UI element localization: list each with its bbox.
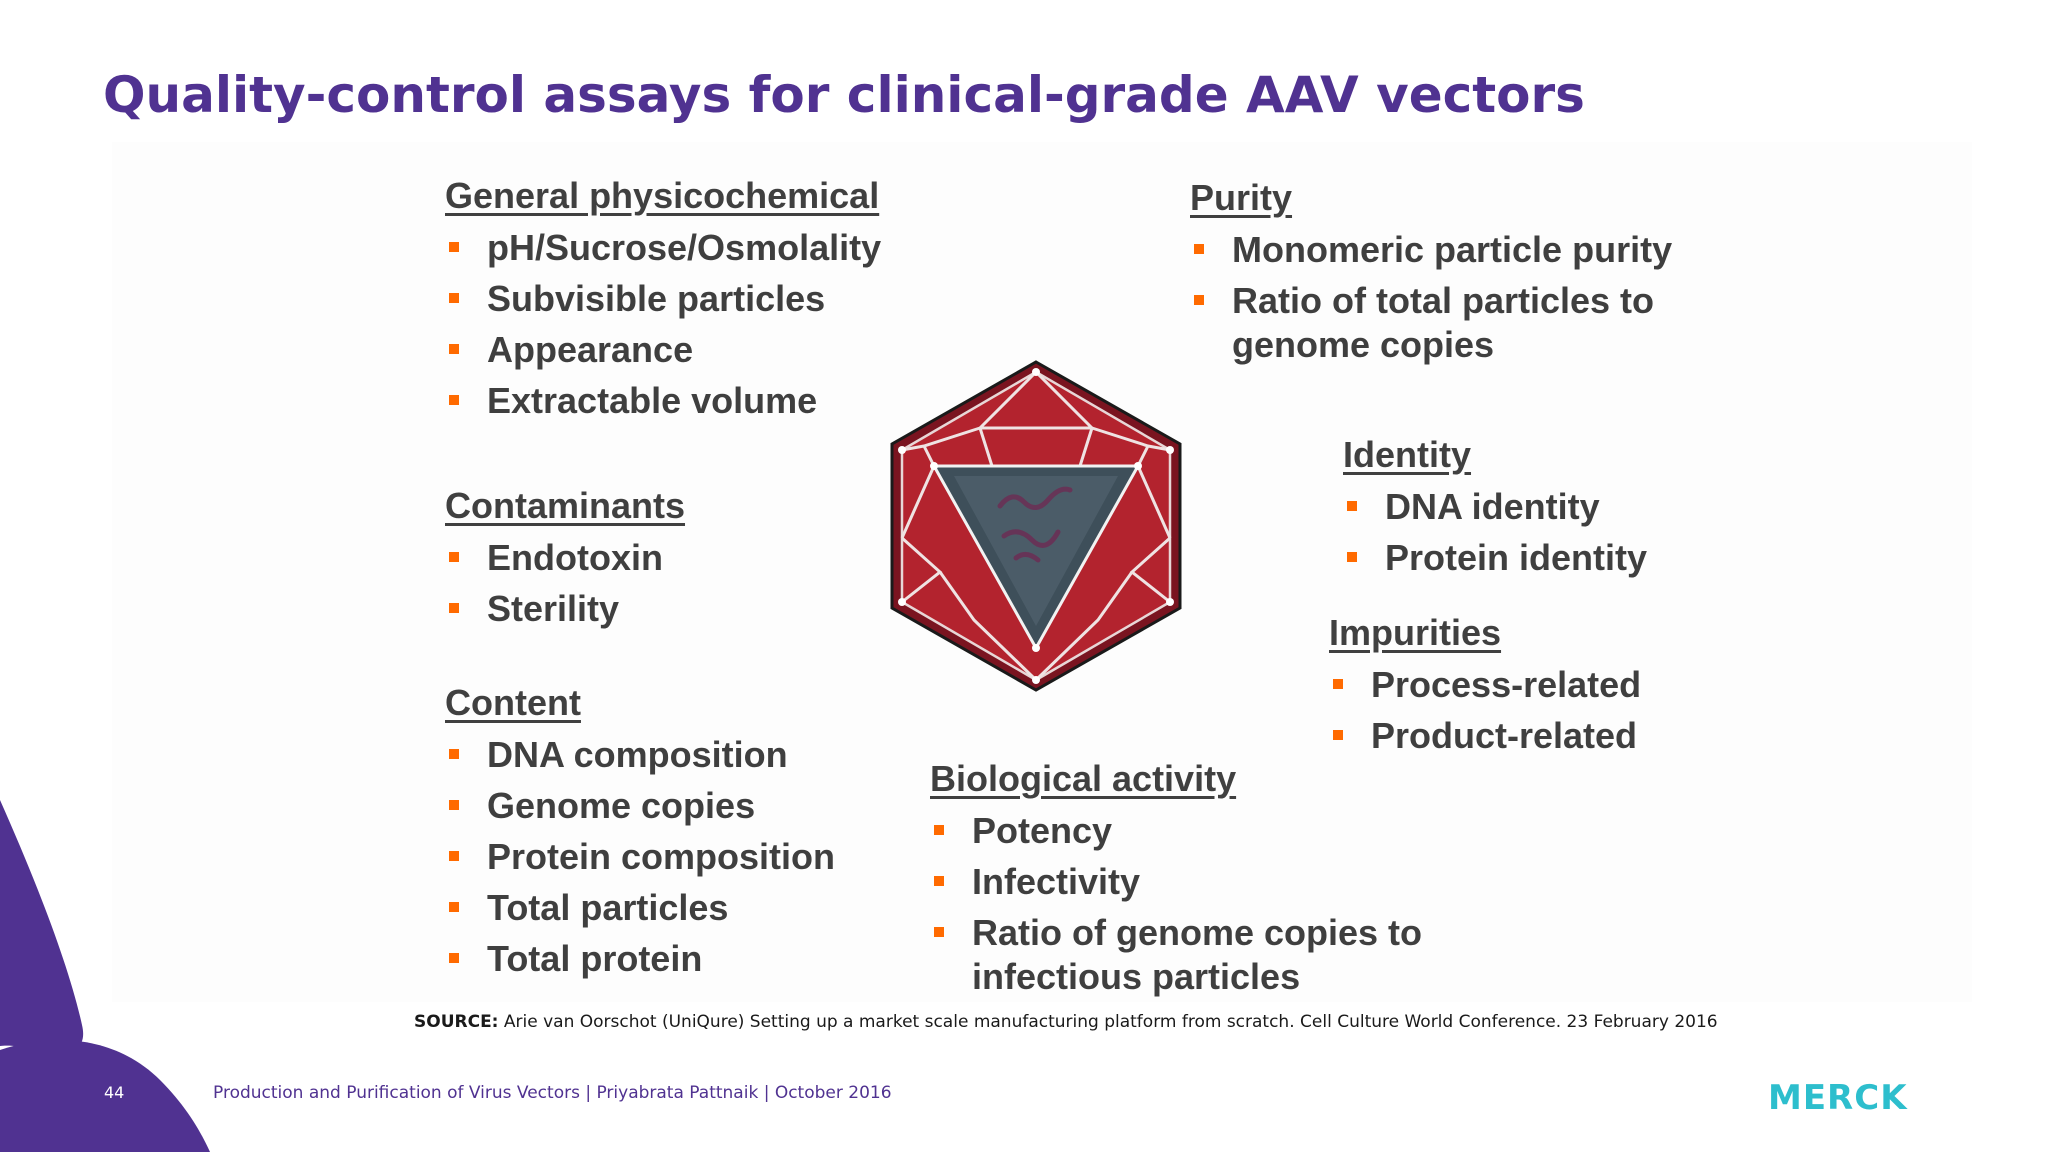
list-item: Process-related bbox=[1329, 663, 1641, 707]
list-item: Appearance bbox=[445, 328, 881, 372]
source-text: Arie van Oorschot (UniQure) Setting up a market scale manufacturing platform from scratch. Cell Culture World Conference. 23 February 2016 bbox=[503, 1012, 1718, 1032]
list-item: Ratio of genome copies to infectious particles bbox=[930, 911, 1450, 999]
bullet-icon bbox=[1347, 552, 1357, 562]
bullet-icon bbox=[449, 749, 459, 759]
bullet-icon bbox=[934, 825, 944, 835]
bullet-icon bbox=[449, 953, 459, 963]
footer-text: Production and Purification of Virus Vectors | Priyabrata Pattnaik | October 2016 bbox=[213, 1083, 892, 1103]
page-number: 44 bbox=[104, 1083, 125, 1102]
list-item: DNA composition bbox=[445, 733, 835, 777]
section-heading: Impurities bbox=[1329, 612, 1502, 653]
section-biological-activity bbox=[930, 757, 1450, 1006]
bullet-icon bbox=[449, 344, 459, 354]
list-item: Total particles bbox=[445, 886, 835, 930]
aav-capsid-illustration bbox=[888, 358, 1184, 692]
section-identity bbox=[1343, 433, 1647, 587]
list-item: Infectivity bbox=[930, 860, 1450, 904]
list-item: Endotoxin bbox=[445, 536, 685, 580]
section-purity bbox=[1190, 176, 1710, 374]
source-citation bbox=[414, 1012, 1718, 1032]
bullet-icon bbox=[934, 876, 944, 886]
bullet-icon bbox=[449, 800, 459, 810]
section-impurities bbox=[1329, 611, 1641, 765]
section-heading: Biological activity bbox=[930, 758, 1237, 799]
list-item: DNA identity bbox=[1343, 485, 1647, 529]
list-item: pH/Sucrose/Osmolality bbox=[445, 226, 881, 270]
list-item: Genome copies bbox=[445, 784, 835, 828]
list-item: Protein composition bbox=[445, 835, 835, 879]
bullet-icon bbox=[1333, 679, 1343, 689]
bullet-icon bbox=[1333, 730, 1343, 740]
list-item: Protein identity bbox=[1343, 536, 1647, 580]
bullet-icon bbox=[449, 851, 459, 861]
list-item: Extractable volume bbox=[445, 379, 881, 423]
list-item: Total protein bbox=[445, 937, 835, 981]
section-heading: Contaminants bbox=[445, 485, 686, 526]
bullet-icon bbox=[449, 902, 459, 912]
section-general-physicochemical bbox=[445, 174, 881, 430]
source-label: SOURCE: bbox=[414, 1012, 499, 1032]
list-item: Product-related bbox=[1329, 714, 1641, 758]
list-item: Subvisible particles bbox=[445, 277, 881, 321]
section-contaminants bbox=[445, 484, 685, 638]
bullet-icon bbox=[1194, 244, 1204, 254]
slide-title: Quality-control assays for clinical-grade AAV vectors bbox=[103, 66, 1585, 124]
section-content bbox=[445, 681, 835, 988]
list-item: Sterility bbox=[445, 587, 685, 631]
list-item: Potency bbox=[930, 809, 1450, 853]
bullet-icon bbox=[449, 552, 459, 562]
list-item: Monomeric particle purity bbox=[1190, 228, 1710, 272]
bullet-icon bbox=[449, 293, 459, 303]
section-heading: Content bbox=[445, 682, 581, 723]
bullet-icon bbox=[449, 242, 459, 252]
list-item: Ratio of total particles to genome copies bbox=[1190, 279, 1710, 367]
bullet-icon bbox=[1194, 295, 1204, 305]
section-heading: Purity bbox=[1190, 177, 1293, 218]
merck-logo: MERCK bbox=[1768, 1078, 1908, 1118]
bullet-icon bbox=[449, 395, 459, 405]
section-heading: General physicochemical bbox=[445, 175, 880, 216]
bullet-icon bbox=[934, 927, 944, 937]
bullet-icon bbox=[449, 603, 459, 613]
bullet-icon bbox=[1347, 501, 1357, 511]
section-heading: Identity bbox=[1343, 434, 1472, 475]
